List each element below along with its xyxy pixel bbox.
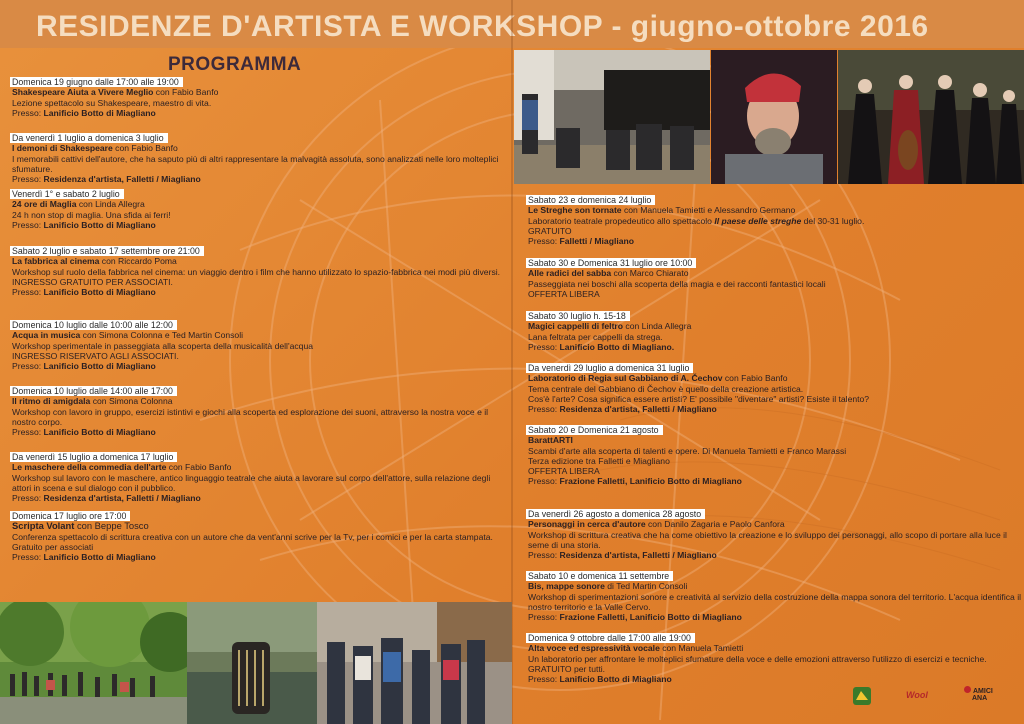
event-host: con Beppe Tosco [74, 520, 149, 532]
venue-label: Presso: [12, 361, 44, 372]
event-venue: Frazione Falletti, Lanificio Botto di Miagliano [559, 476, 742, 487]
event-venue: Lanificio Botto di Miagliano [43, 361, 156, 372]
event-description: Workshop sperimentale in passeggiata alla scoperta della musicalità dell'acqua [12, 340, 313, 351]
event-host: con Marco Chiarato [611, 268, 689, 279]
event-title: Laboratorio di Regia sul Gabbiano di A. Čechov [528, 373, 723, 384]
event-description: Laboratorio teatrale propedeutico allo spettacolo [528, 215, 715, 226]
event-date: Domenica 10 luglio dalle 10:00 alle 12:00 [10, 320, 177, 330]
event-item [12, 77, 508, 118]
event-title: La fabbrica al cinema [12, 256, 100, 267]
event-date: Sabato 10 e domenica 11 settembre [526, 571, 673, 581]
event-host: con Fabio Banfo [153, 87, 219, 98]
event-item [12, 511, 508, 562]
page-title: RESIDENZE D'ARTISTA E WORKSHOP - giugno-ottobre 2016 [36, 10, 929, 43]
venue-label: Presso: [528, 341, 560, 352]
event-venue: Lanificio Botto di Miagliano [43, 427, 156, 438]
event-venue: Residenza d'artista, Falletti / Miagliano [43, 174, 201, 185]
event-date: Sabato 2 luglio e sabato 17 settembre ore 21:00 [10, 246, 204, 256]
event-date: Domenica 17 luglio ore 17:00 [10, 511, 130, 521]
event-description: Lana feltrata per cappelli da strega. [528, 331, 663, 342]
event-item [528, 425, 1024, 487]
event-description: Lezione spettacolo su Shakespeare, maestro di vita. [12, 97, 212, 108]
event-title: Alta voce ed espressività vocale [528, 643, 660, 654]
event-note: GRATUITO per tutti. [528, 663, 606, 674]
event-description: Workshop sul lavoro con le maschere, antico linguaggio teatrale che aiuta a lavorare sul corpo dell'attore, sulla relazione degli attori in scena e sul dialogo con il pubblico. [12, 472, 491, 493]
event-item [12, 320, 508, 371]
event-date: Da venerdì 26 agosto a domenica 28 agosto [526, 509, 705, 519]
event-venue: Residenza d'artista, Falletti / Miagliano [559, 550, 717, 561]
event-title: Shakespeare Aiuta a Vivere Meglio [12, 87, 154, 98]
event-host: di Ted Martin Consoli [604, 581, 688, 592]
event-description: Workshop sul ruolo della fabbrica nel cinema: un viaggio dentro i film che hanno utilizzato lo spazio-fabbrica nei modi più diversi. [12, 266, 501, 277]
event-venue: Lanificio Botto di Miagliano [43, 552, 156, 563]
sponsor-logo-amici [964, 686, 993, 702]
event-venue: Lanificio Botto di Miagliano [43, 107, 156, 118]
event-item [528, 363, 1024, 414]
event-host: con Manuela Tamietti [659, 643, 744, 654]
photo-visitors [317, 602, 512, 724]
event-description: Tema centrale del Gabbiano di Čechov è quello della creazione artistica. [528, 383, 804, 394]
event-description-end: del 30-31 luglio. [801, 215, 865, 226]
event-host: con Manuela Tamietti e Alessandro Germano [621, 205, 796, 216]
event-description: Workshop di sperimentazioni sonore e creatività al servizio della costruzione della mappa sonora del territorio. L'acqua identifica il nostro territorio e la Valle Cervo. [528, 591, 1022, 612]
event-venue: Residenza d'artista, Falletti / Miagliano [559, 404, 717, 415]
event-title: Alle radici del sabba [528, 268, 612, 279]
event-venue: Lanificio Botto di Miagliano. [559, 341, 675, 352]
event-title: Il ritmo di amigdala [12, 396, 91, 407]
event-date: Da venerdì 1 luglio a domenica 3 luglio [10, 133, 168, 143]
event-host: con Linda Allegra [76, 199, 145, 210]
venue-label: Presso: [12, 107, 44, 118]
venue-label: Presso: [12, 493, 44, 504]
event-venue: Lanificio Botto di Miagliano [43, 287, 156, 298]
photo-theatre-rehearsal [514, 50, 710, 184]
event-title: Le maschere della commedia dell'arte [12, 462, 167, 473]
event-note: INGRESSO GRATUITO PER ASSOCIATI. [12, 276, 173, 287]
event-description: Conferenza spettacolo di scrittura creativa con un autore che da vent'anni scrive per la Tv, per i comici e per la carta stampata. Gratuito per associati [12, 531, 493, 552]
event-item [12, 386, 508, 437]
event-title: Personaggi in cerca d'autore [528, 519, 646, 530]
event-venue: Frazione Falletti, Lanificio Botto di Miagliano [559, 612, 742, 623]
event-title: BarattARTI [528, 435, 573, 446]
event-date: Da venerdì 15 luglio a domenica 17 luglio [10, 452, 177, 462]
venue-label: Presso: [12, 219, 44, 230]
event-date: Da venerdì 29 luglio a domenica 31 luglio [526, 363, 693, 373]
photo-actor-portrait [711, 50, 837, 184]
event-description: Workshop di scrittura creativa che ha come obiettivo la creazione e lo sviluppo dei personaggi, allo scopo di portare alla luce il seme di una storia. [528, 529, 1007, 550]
venue-label: Presso: [12, 427, 44, 438]
event-host: con Fabio Banfo [112, 143, 178, 154]
event-description: 24 h non stop di maglia. Una sfida ai ferri! [12, 209, 171, 220]
event-description: Passeggiata nei boschi alla scoperta della magia e dei racconti fantastici locali [528, 278, 826, 289]
venue-label: Presso: [528, 550, 560, 561]
venue-label: Presso: [528, 612, 560, 623]
event-note: INGRESSO RISERVATO AGLI ASSOCIATI. [12, 350, 179, 361]
photo-witches-cast [838, 50, 1024, 184]
event-item [528, 509, 1024, 560]
event-item [12, 133, 508, 184]
event-host: con Simona Colonna [90, 396, 173, 407]
event-description: I memorabili cattivi dell'autore, che ha saputo più di altri rappresentare la malvagità assoluta, sono analizzati nelle loro molteplici sfumature. [12, 153, 499, 174]
event-description: Scambi d'arte alla scoperta di talenti e opere. Di Manuela Tamietti e Franco Marassi [528, 445, 847, 456]
event-item [528, 633, 1024, 684]
sponsor-logo-1 [852, 686, 872, 706]
event-description: Un laboratorio per affrontare le molteplici sfumature della voce e delle emozioni attraverso l'utilizzo di esercizi e tecniche. [528, 653, 987, 664]
event-item [528, 571, 1024, 622]
photo-river-sculpture [187, 602, 317, 724]
event-title: Magici cappelli di feltro [528, 321, 624, 332]
event-host: con Linda Allegra [623, 321, 692, 332]
event-venue: Lanificio Botto di Miagliano [559, 674, 672, 685]
venue-label: Presso: [528, 476, 560, 487]
venue-label: Presso: [528, 674, 560, 685]
event-item [528, 258, 1024, 299]
event-date: Domenica 19 giugno dalle 17:00 alle 19:00 [10, 77, 183, 87]
event-note: Terza edizione tra Falletti e Miagliano [528, 455, 670, 466]
event-show-title: Il paese delle streghe [714, 215, 802, 226]
event-title: Acqua in musica [12, 330, 81, 341]
event-price: OFFERTA LIBERA [528, 466, 600, 477]
event-host: con Simona Colonna e Ted Martin Consoli [80, 330, 244, 341]
event-date: Sabato 30 luglio h. 15-18 [526, 311, 630, 321]
venue-label: Presso: [12, 287, 44, 298]
event-date: Domenica 10 luglio dalle 14:00 alle 17:00 [10, 386, 177, 396]
event-date: Sabato 20 e Domenica 21 agosto [526, 425, 663, 435]
venue-label: Presso: [528, 404, 560, 415]
photo-group-walk [0, 602, 187, 724]
event-host: con Danilo Zagaria e Paolo Canfora [645, 519, 785, 530]
event-venue: Residenza d'artista, Falletti / Miagliano [43, 493, 201, 504]
sponsor-logo-ana-text: ANA [972, 695, 988, 702]
event-date: Sabato 30 e Domenica 31 luglio ore 10:00 [526, 258, 696, 268]
event-title: 24 ore di Maglia [12, 199, 77, 210]
event-note: OFFERTA LIBERA [528, 288, 600, 299]
event-note: GRATUITO [528, 225, 572, 236]
event-description: Workshop con lavoro in gruppo, esercizi istintivi e giochi alla scoperta ed esplorazione dei suoni, attraverso la nostra voce e il nostro corpo. [12, 406, 489, 427]
event-title: Le Streghe son tornate [528, 205, 622, 216]
venue-label: Presso: [12, 552, 44, 563]
venue-label: Presso: [528, 236, 560, 247]
sponsor-logo-amici-text: AMICI [973, 688, 993, 695]
event-date: Sabato 23 e domenica 24 luglio [526, 195, 655, 205]
sponsor-logo-wool: Wool [906, 690, 928, 700]
event-date: Venerdì 1° e sabato 2 luglio [10, 189, 124, 199]
venue-label: Presso: [12, 174, 44, 185]
event-item [12, 452, 508, 503]
event-item [528, 311, 1024, 352]
event-host: con Riccardo Poma [99, 256, 177, 267]
event-venue: Lanificio Botto di Miagliano [43, 219, 156, 230]
event-title: Scripta Volant [12, 520, 75, 532]
event-note: Cos'è l'arte? Cosa significa essere artisti? E' possibile "diventare" artisti? Esiste il talento? [528, 393, 870, 404]
event-date: Domenica 9 ottobre dalle 17:00 alle 19:00 [526, 633, 695, 643]
event-title: Bis, mappe sonore [528, 581, 605, 592]
event-item [12, 246, 508, 297]
section-heading: PROGRAMMA [168, 54, 302, 75]
event-host: con Fabio Banfo [722, 373, 788, 384]
event-title: I demoni di Shakespeare [12, 143, 113, 154]
event-venue: Falletti / Miagliano [559, 236, 635, 247]
event-item [528, 195, 1024, 246]
event-host: con Fabio Banfo [166, 462, 232, 473]
event-item [12, 189, 508, 230]
